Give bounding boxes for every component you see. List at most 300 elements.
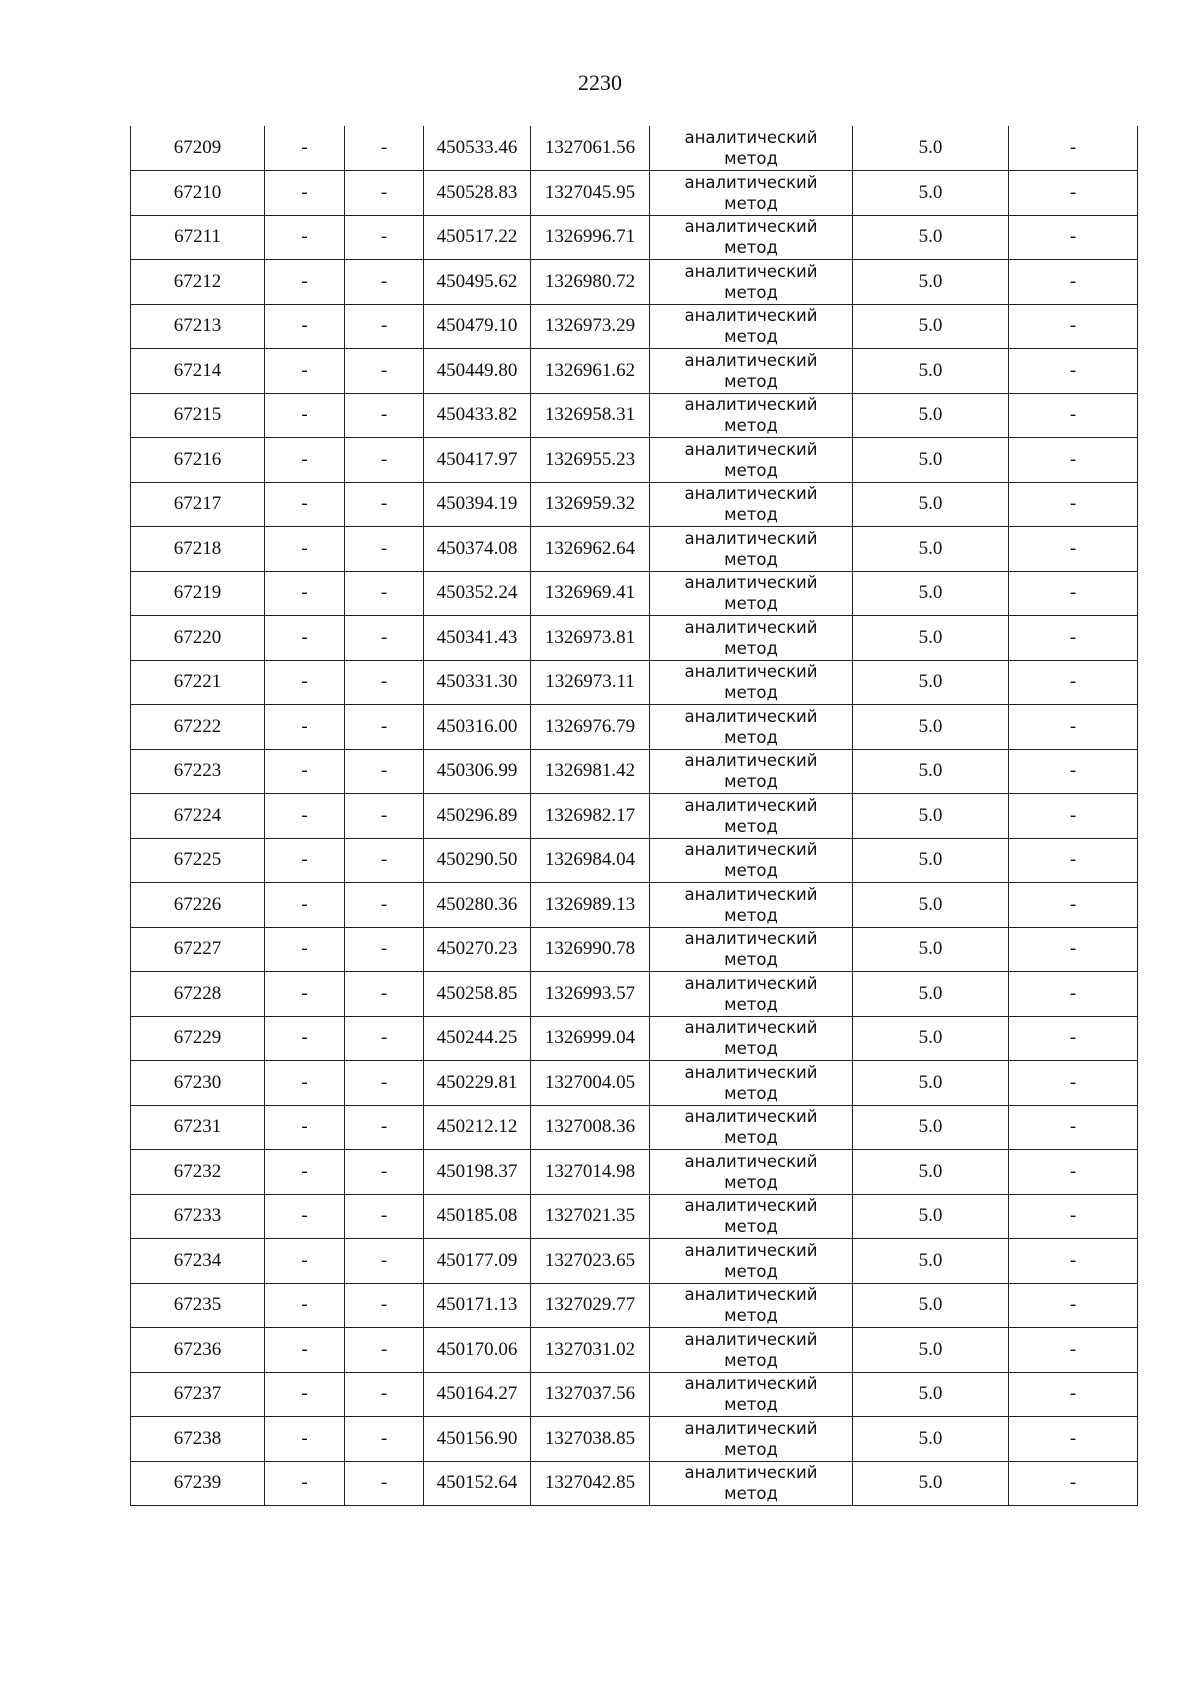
column-3-cell: - [345,527,424,572]
method-line-2: метод [724,238,778,258]
method-cell [650,349,853,394]
point-number-cell: 67221 [131,660,265,705]
method-cell [650,1372,853,1417]
column-8-cell: - [1009,705,1138,750]
accuracy-cell: 5.0 [853,660,1009,705]
method-cell [650,1283,853,1328]
method-line-2: метод [724,193,778,213]
method-line-2: метод [724,772,778,792]
x-coordinate-cell: 450528.83 [424,171,531,216]
accuracy-cell: 5.0 [853,1328,1009,1373]
method-cell [650,749,853,794]
column-3-cell: - [345,171,424,216]
x-coordinate-cell: 450479.10 [424,304,531,349]
method-line-1: аналитический [684,484,818,504]
method-line-2: метод [724,861,778,881]
accuracy-cell: 5.0 [853,927,1009,972]
method-line-1: аналитический [684,395,818,415]
x-coordinate-cell: 450280.36 [424,883,531,928]
point-number-cell: 67230 [131,1061,265,1106]
column-3-cell: - [345,1016,424,1061]
x-coordinate-cell: 450495.62 [424,260,531,305]
point-number-cell: 67215 [131,393,265,438]
method-cell [650,215,853,260]
method-cell [650,883,853,928]
point-number-cell: 67212 [131,260,265,305]
y-coordinate-cell: 1326990.78 [531,927,650,972]
table-row [131,393,1138,438]
method-line-1: аналитический [684,1240,818,1260]
table-row [131,838,1138,883]
column-3-cell: - [345,1328,424,1373]
column-8-cell: - [1009,794,1138,839]
point-number-cell: 67227 [131,927,265,972]
method-line-1: аналитический [684,973,818,993]
page-number: 2230 [578,70,622,95]
column-3-cell: - [345,705,424,750]
point-number-cell: 67229 [131,1016,265,1061]
column-8-cell: - [1009,1194,1138,1239]
point-number-cell: 67223 [131,749,265,794]
method-line-1: аналитический [684,617,818,637]
column-3-cell: - [345,1061,424,1106]
y-coordinate-cell: 1326996.71 [531,215,650,260]
column-2-cell: - [265,616,345,661]
method-line-1: аналитический [684,350,818,370]
method-line-2: метод [724,282,778,302]
column-3-cell: - [345,571,424,616]
table-row [131,527,1138,572]
column-2-cell: - [265,482,345,527]
column-8-cell: - [1009,304,1138,349]
y-coordinate-cell: 1327045.95 [531,171,650,216]
accuracy-cell: 5.0 [853,1150,1009,1195]
column-2-cell: - [265,126,345,171]
point-number-cell: 67225 [131,838,265,883]
method-cell [650,571,853,616]
table-row [131,304,1138,349]
method-line-1: аналитический [684,128,818,147]
table-row [131,1061,1138,1106]
y-coordinate-cell: 1327029.77 [531,1283,650,1328]
column-2-cell: - [265,972,345,1017]
column-2-cell: - [265,438,345,483]
method-line-2: метод [724,1306,778,1326]
accuracy-cell: 5.0 [853,1461,1009,1506]
y-coordinate-cell: 1327061.56 [531,126,650,171]
column-2-cell: - [265,527,345,572]
column-8-cell: - [1009,349,1138,394]
column-3-cell: - [345,260,424,305]
method-line-1: аналитический [684,662,818,682]
method-line-1: аналитический [684,706,818,726]
method-cell [650,1150,853,1195]
table-row [131,571,1138,616]
column-8-cell: - [1009,571,1138,616]
point-number-cell: 67213 [131,304,265,349]
table-row [131,260,1138,305]
method-cell [650,1328,853,1373]
accuracy-cell: 5.0 [853,260,1009,305]
y-coordinate-cell: 1326959.32 [531,482,650,527]
table-row [131,1283,1138,1328]
method-cell [650,705,853,750]
method-line-1: аналитический [684,573,818,593]
table-row [131,616,1138,661]
point-number-cell: 67237 [131,1372,265,1417]
point-number-cell: 67236 [131,1328,265,1373]
method-line-1: аналитический [684,261,818,281]
point-number-cell: 67217 [131,482,265,527]
point-number-cell: 67232 [131,1150,265,1195]
point-number-cell: 67224 [131,794,265,839]
table-row [131,171,1138,216]
method-cell [650,527,853,572]
column-2-cell: - [265,1372,345,1417]
x-coordinate-cell: 450258.85 [424,972,531,1017]
x-coordinate-cell: 450270.23 [424,927,531,972]
column-8-cell: - [1009,972,1138,1017]
method-line-2: метод [724,1128,778,1148]
column-2-cell: - [265,215,345,260]
x-coordinate-cell: 450352.24 [424,571,531,616]
column-2-cell: - [265,171,345,216]
column-8-cell: - [1009,1061,1138,1106]
point-number-cell: 67234 [131,1239,265,1284]
method-line-2: метод [724,416,778,436]
point-number-cell: 67210 [131,171,265,216]
y-coordinate-cell: 1326958.31 [531,393,650,438]
point-number-cell: 67214 [131,349,265,394]
x-coordinate-cell: 450449.80 [424,349,531,394]
method-line-2: метод [724,994,778,1014]
method-line-1: аналитический [684,1374,818,1394]
y-coordinate-cell: 1327031.02 [531,1328,650,1373]
column-3-cell: - [345,749,424,794]
x-coordinate-cell: 450533.46 [424,126,531,171]
x-coordinate-cell: 450185.08 [424,1194,531,1239]
x-coordinate-cell: 450212.12 [424,1105,531,1150]
method-cell [650,1016,853,1061]
y-coordinate-cell: 1327023.65 [531,1239,650,1284]
method-cell [650,304,853,349]
x-coordinate-cell: 450374.08 [424,527,531,572]
y-coordinate-cell: 1326961.62 [531,349,650,394]
method-line-1: аналитический [684,1329,818,1349]
method-line-1: аналитический [684,929,818,949]
column-2-cell: - [265,571,345,616]
method-line-2: метод [724,460,778,480]
y-coordinate-cell: 1326993.57 [531,972,650,1017]
method-line-2: метод [724,1217,778,1237]
point-number-cell: 67222 [131,705,265,750]
accuracy-cell: 5.0 [853,304,1009,349]
y-coordinate-cell: 1326955.23 [531,438,650,483]
y-coordinate-cell: 1326962.64 [531,527,650,572]
coordinates-table [130,126,1138,1506]
point-number-cell: 67228 [131,972,265,1017]
y-coordinate-cell: 1326980.72 [531,260,650,305]
accuracy-cell: 5.0 [853,1417,1009,1462]
method-line-2: метод [724,149,778,168]
table-row [131,660,1138,705]
method-line-2: метод [724,505,778,525]
x-coordinate-cell: 450433.82 [424,393,531,438]
point-number-cell: 67238 [131,1417,265,1462]
accuracy-cell: 5.0 [853,349,1009,394]
column-2-cell: - [265,1328,345,1373]
method-cell [650,1461,853,1506]
column-3-cell: - [345,927,424,972]
method-line-2: метод [724,1350,778,1370]
point-number-cell: 67216 [131,438,265,483]
column-3-cell: - [345,1239,424,1284]
table-row [131,1328,1138,1373]
method-line-2: метод [724,905,778,925]
method-line-2: метод [724,594,778,614]
table-row [131,1194,1138,1239]
method-line-1: аналитический [684,1285,818,1305]
method-cell [650,1061,853,1106]
column-8-cell: - [1009,1016,1138,1061]
x-coordinate-cell: 450170.06 [424,1328,531,1373]
column-8-cell: - [1009,1461,1138,1506]
method-line-1: аналитический [684,1151,818,1171]
column-3-cell: - [345,126,424,171]
column-3-cell: - [345,304,424,349]
column-2-cell: - [265,1417,345,1462]
method-cell [650,927,853,972]
method-line-2: метод [724,1439,778,1459]
y-coordinate-cell: 1327014.98 [531,1150,650,1195]
accuracy-cell: 5.0 [853,527,1009,572]
column-8-cell: - [1009,1239,1138,1284]
column-3-cell: - [345,349,424,394]
column-8-cell: - [1009,1150,1138,1195]
column-8-cell: - [1009,883,1138,928]
method-line-2: метод [724,816,778,836]
column-8-cell: - [1009,171,1138,216]
point-number-cell: 67219 [131,571,265,616]
y-coordinate-cell: 1327008.36 [531,1105,650,1150]
accuracy-cell: 5.0 [853,571,1009,616]
x-coordinate-cell: 450394.19 [424,482,531,527]
column-2-cell: - [265,304,345,349]
method-cell [650,126,853,171]
column-2-cell: - [265,927,345,972]
x-coordinate-cell: 450331.30 [424,660,531,705]
y-coordinate-cell: 1326973.29 [531,304,650,349]
y-coordinate-cell: 1326981.42 [531,749,650,794]
table-row [131,927,1138,972]
column-2-cell: - [265,1150,345,1195]
x-coordinate-cell: 450198.37 [424,1150,531,1195]
column-3-cell: - [345,1417,424,1462]
method-cell [650,260,853,305]
table-row [131,1417,1138,1462]
method-cell [650,171,853,216]
y-coordinate-cell: 1327042.85 [531,1461,650,1506]
accuracy-cell: 5.0 [853,883,1009,928]
point-number-cell: 67233 [131,1194,265,1239]
x-coordinate-cell: 450171.13 [424,1283,531,1328]
x-coordinate-cell: 450156.90 [424,1417,531,1462]
y-coordinate-cell: 1326973.11 [531,660,650,705]
table-row [131,438,1138,483]
accuracy-cell: 5.0 [853,794,1009,839]
accuracy-cell: 5.0 [853,126,1009,171]
accuracy-cell: 5.0 [853,838,1009,883]
y-coordinate-cell: 1326969.41 [531,571,650,616]
column-3-cell: - [345,1105,424,1150]
table-row [131,215,1138,260]
table-row [131,1105,1138,1150]
x-coordinate-cell: 450290.50 [424,838,531,883]
accuracy-cell: 5.0 [853,1239,1009,1284]
column-3-cell: - [345,1461,424,1506]
point-number-cell: 67239 [131,1461,265,1506]
accuracy-cell: 5.0 [853,438,1009,483]
table-row [131,883,1138,928]
column-8-cell: - [1009,1105,1138,1150]
method-line-1: аналитический [684,1018,818,1038]
accuracy-cell: 5.0 [853,1016,1009,1061]
column-8-cell: - [1009,616,1138,661]
table-row [131,1461,1138,1506]
table-row [131,126,1138,171]
point-number-cell: 67226 [131,883,265,928]
method-line-1: аналитический [684,172,818,192]
method-line-2: метод [724,683,778,703]
y-coordinate-cell: 1327038.85 [531,1417,650,1462]
x-coordinate-cell: 450244.25 [424,1016,531,1061]
method-line-1: аналитический [684,1418,818,1438]
column-8-cell: - [1009,1283,1138,1328]
method-cell [650,838,853,883]
method-line-2: метод [724,727,778,747]
method-line-1: аналитический [684,306,818,326]
column-2-cell: - [265,1194,345,1239]
column-2-cell: - [265,1105,345,1150]
accuracy-cell: 5.0 [853,393,1009,438]
point-number-cell: 67211 [131,215,265,260]
method-line-2: метод [724,1395,778,1415]
x-coordinate-cell: 450306.99 [424,749,531,794]
accuracy-cell: 5.0 [853,616,1009,661]
column-3-cell: - [345,616,424,661]
method-cell [650,660,853,705]
y-coordinate-cell: 1327004.05 [531,1061,650,1106]
column-8-cell: - [1009,260,1138,305]
column-2-cell: - [265,1061,345,1106]
table-row [131,349,1138,394]
column-2-cell: - [265,260,345,305]
column-3-cell: - [345,438,424,483]
x-coordinate-cell: 450316.00 [424,705,531,750]
table-row [131,972,1138,1017]
column-2-cell: - [265,749,345,794]
column-8-cell: - [1009,1328,1138,1373]
table-row [131,482,1138,527]
column-8-cell: - [1009,438,1138,483]
column-3-cell: - [345,393,424,438]
accuracy-cell: 5.0 [853,749,1009,794]
table-row [131,1150,1138,1195]
table-row [131,794,1138,839]
table-row [131,1239,1138,1284]
column-3-cell: - [345,972,424,1017]
point-number-cell: 67235 [131,1283,265,1328]
column-2-cell: - [265,1239,345,1284]
method-line-2: метод [724,327,778,347]
column-3-cell: - [345,1194,424,1239]
x-coordinate-cell: 450517.22 [424,215,531,260]
method-cell [650,1194,853,1239]
x-coordinate-cell: 450164.27 [424,1372,531,1417]
column-8-cell: - [1009,482,1138,527]
method-line-2: метод [724,638,778,658]
method-cell [650,1417,853,1462]
column-8-cell: - [1009,660,1138,705]
point-number-cell: 67220 [131,616,265,661]
accuracy-cell: 5.0 [853,1372,1009,1417]
column-3-cell: - [345,660,424,705]
accuracy-cell: 5.0 [853,1105,1009,1150]
method-line-2: метод [724,1083,778,1103]
method-line-2: метод [724,1172,778,1192]
column-3-cell: - [345,838,424,883]
column-2-cell: - [265,1016,345,1061]
method-line-2: метод [724,1261,778,1281]
y-coordinate-cell: 1326982.17 [531,794,650,839]
method-line-2: метод [724,549,778,569]
method-cell [650,1239,853,1284]
method-line-1: аналитический [684,1062,818,1082]
column-3-cell: - [345,1150,424,1195]
accuracy-cell: 5.0 [853,1194,1009,1239]
method-line-2: метод [724,1039,778,1059]
table-body [131,126,1138,1506]
method-line-1: аналитический [684,840,818,860]
column-8-cell: - [1009,1417,1138,1462]
column-3-cell: - [345,883,424,928]
column-8-cell: - [1009,838,1138,883]
y-coordinate-cell: 1326984.04 [531,838,650,883]
x-coordinate-cell: 450417.97 [424,438,531,483]
column-2-cell: - [265,794,345,839]
column-2-cell: - [265,883,345,928]
y-coordinate-cell: 1327037.56 [531,1372,650,1417]
method-cell [650,438,853,483]
method-line-1: аналитический [684,795,818,815]
column-8-cell: - [1009,749,1138,794]
method-line-1: аналитический [684,884,818,904]
method-cell [650,972,853,1017]
method-line-1: аналитический [684,528,818,548]
accuracy-cell: 5.0 [853,1283,1009,1328]
column-8-cell: - [1009,126,1138,171]
method-cell [650,393,853,438]
accuracy-cell: 5.0 [853,972,1009,1017]
accuracy-cell: 5.0 [853,705,1009,750]
column-3-cell: - [345,1372,424,1417]
column-3-cell: - [345,482,424,527]
column-8-cell: - [1009,1372,1138,1417]
point-number-cell: 67218 [131,527,265,572]
method-line-2: метод [724,371,778,391]
table-row [131,1372,1138,1417]
y-coordinate-cell: 1326973.81 [531,616,650,661]
